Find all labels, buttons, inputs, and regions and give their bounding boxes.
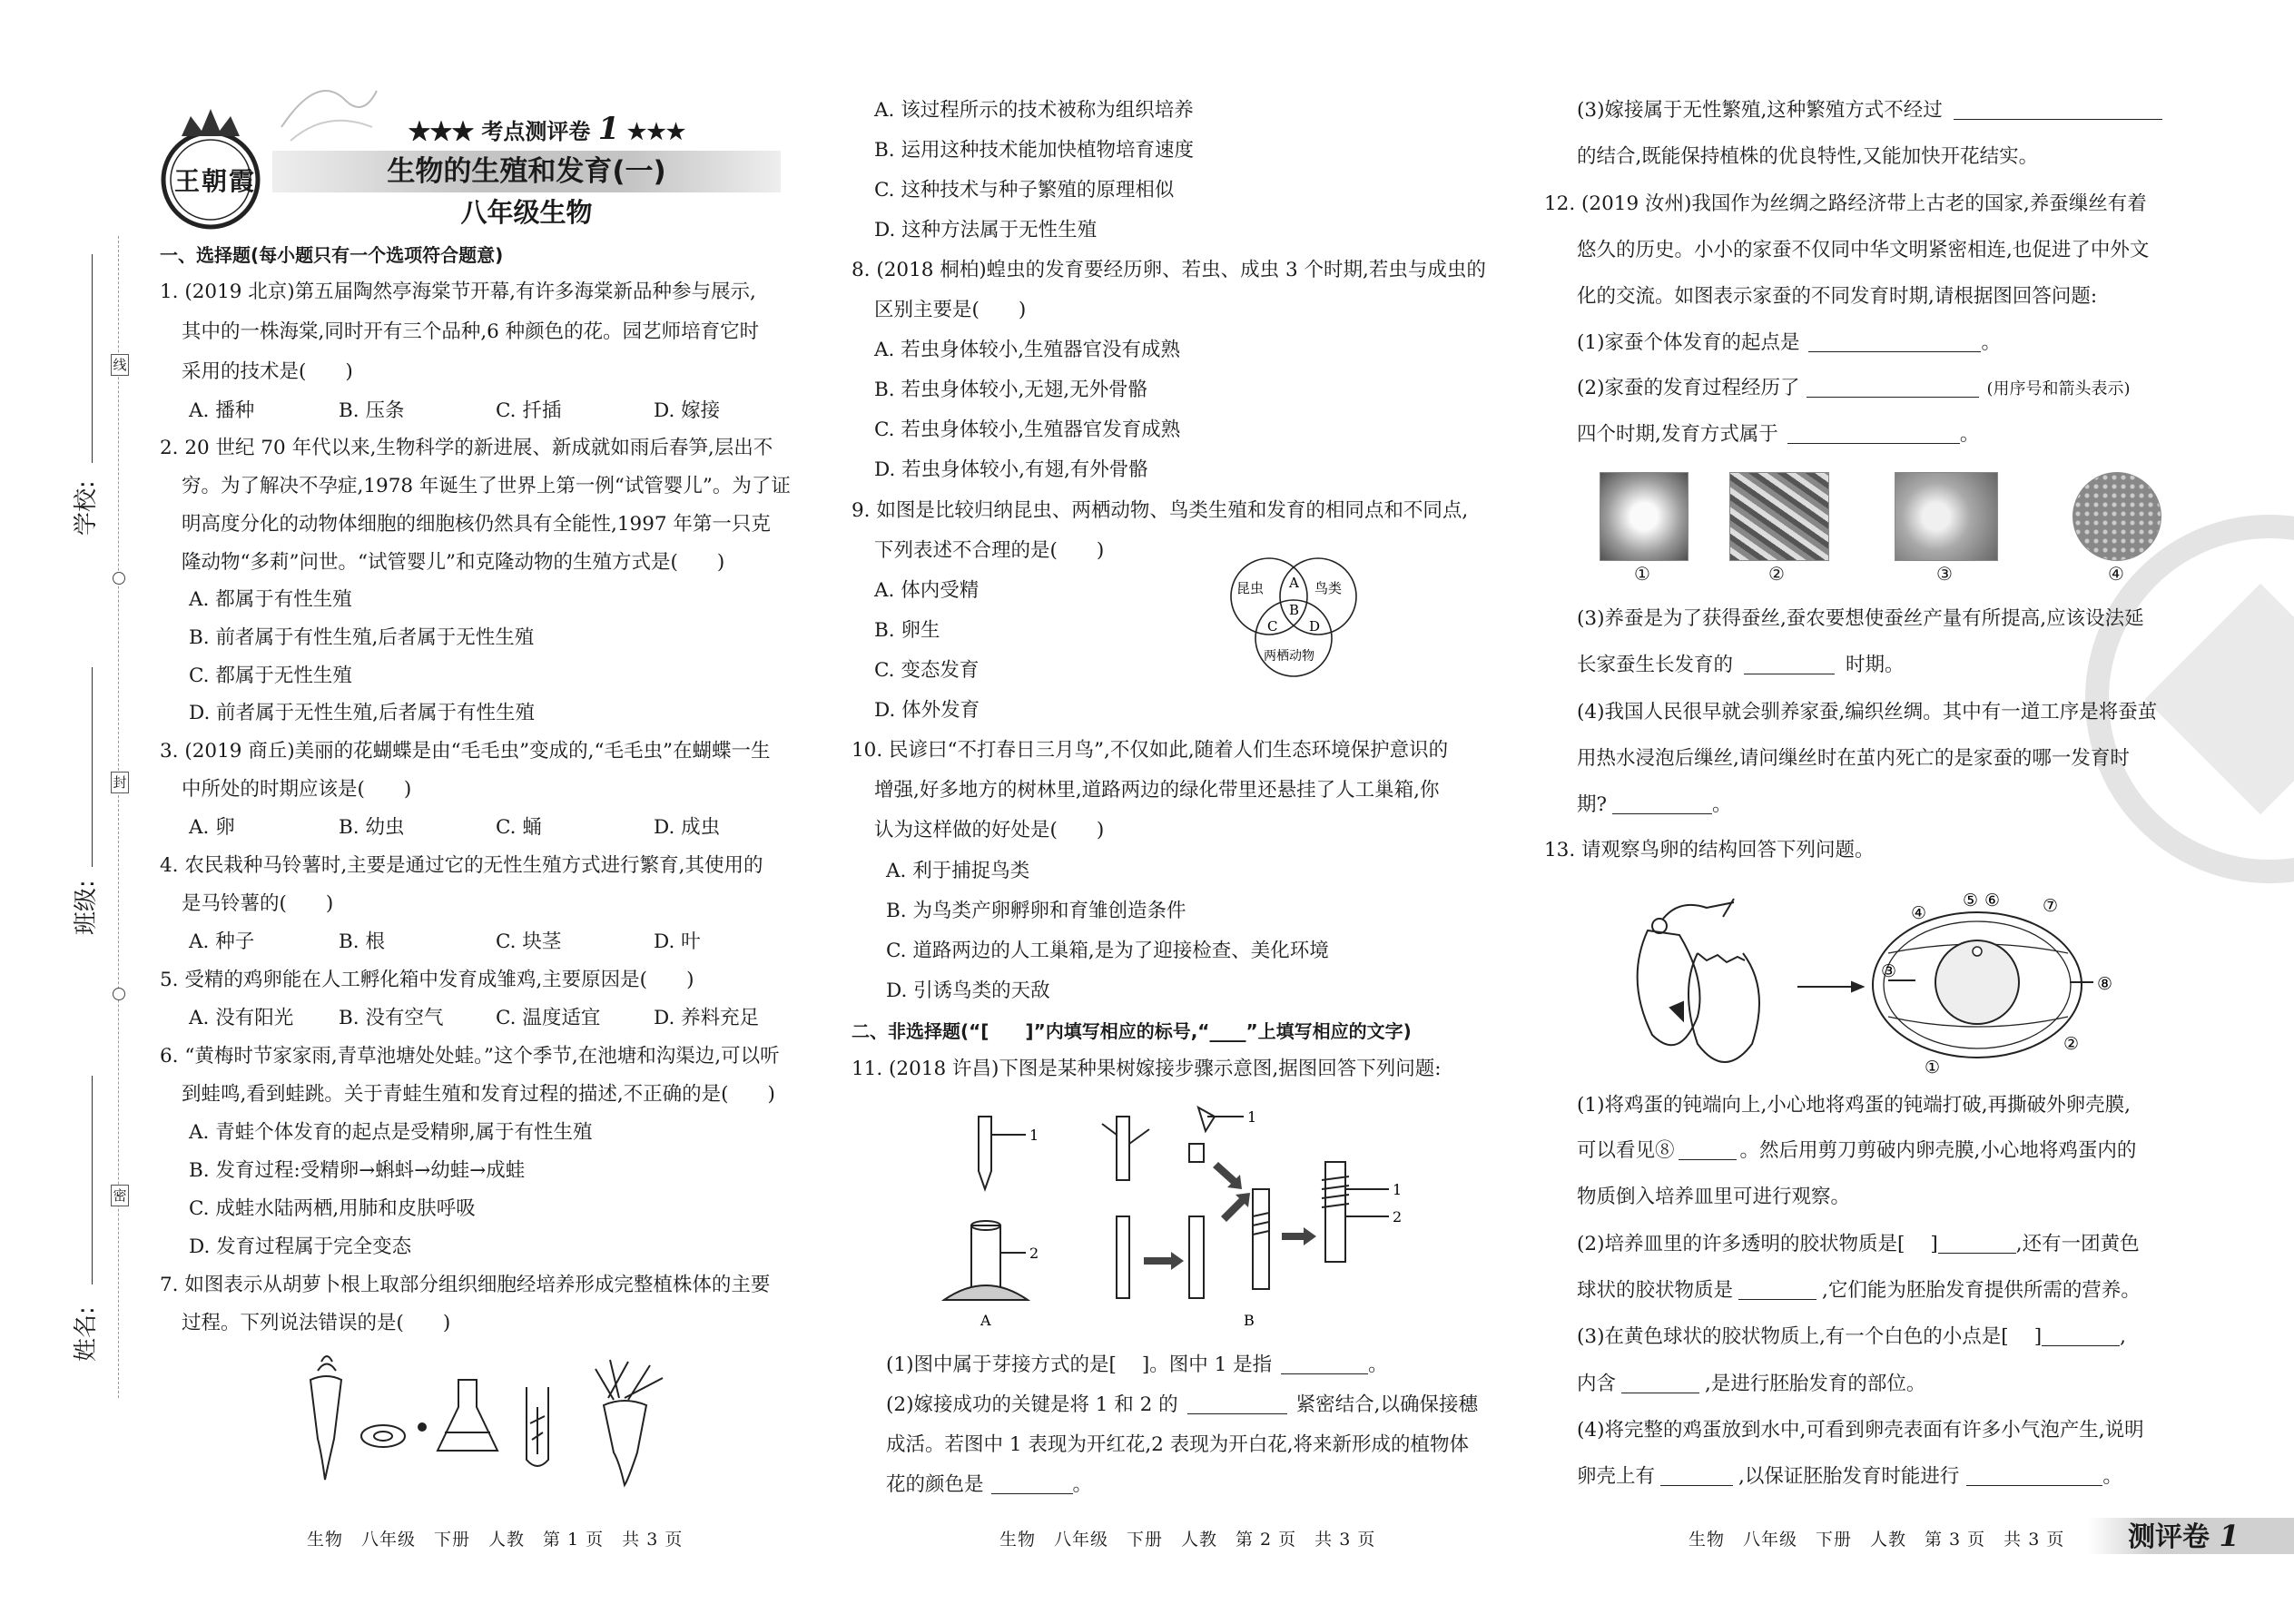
answer-blank[interactable] bbox=[1744, 654, 1835, 674]
answer-blank[interactable] bbox=[1954, 99, 2162, 120]
option[interactable]: B. 幼虫 bbox=[339, 816, 405, 839]
logo-text: 王朝霞 bbox=[174, 166, 257, 196]
egg-label: ④ bbox=[1911, 903, 1927, 923]
question-text: 其中的一株海棠,同时开有三个品种,6 种颜色的花。园艺师培育它时 bbox=[182, 320, 760, 343]
question-text: 的结合,既能保持植株的优良特性,又能加快开花结实。 bbox=[1577, 145, 2039, 168]
option[interactable]: B. 运用这种技术能加快植物培育速度 bbox=[874, 139, 1194, 162]
venn-region-a: A bbox=[1289, 575, 1299, 591]
question-text: 四个时期,发育方式属于 。 bbox=[1577, 423, 1980, 446]
question-text: 用热水浸泡后缫丝,请问缫丝时在茧内死亡的是家蚕的哪一发育时 bbox=[1577, 747, 2130, 770]
answer-blank[interactable] bbox=[1679, 1139, 1737, 1160]
question-text: 悠久的历史。小小的家蚕不仅同中华文明紧密相连,也促进了中外文 bbox=[1577, 239, 2150, 261]
option[interactable]: C. 蛹 bbox=[496, 816, 542, 839]
seal-mark: 线 bbox=[111, 354, 129, 376]
answer-blank[interactable] bbox=[1966, 1465, 2102, 1486]
series-label: ★★★ 考点测评卷 1 ★★★ bbox=[409, 111, 686, 147]
venn-region-b: B bbox=[1289, 602, 1300, 618]
image-caption: ④ bbox=[2108, 563, 2124, 585]
option[interactable]: B. 若虫身体较小,无翅,无外骨骼 bbox=[874, 379, 1148, 401]
answer-blank[interactable] bbox=[1808, 331, 1981, 352]
graft-label-a: A bbox=[980, 1312, 991, 1329]
option[interactable]: D. 引诱鸟类的天敌 bbox=[886, 979, 1050, 1002]
graft-label-1: 1 bbox=[1029, 1127, 1039, 1144]
egg-label: ③ bbox=[1881, 961, 1897, 981]
option[interactable]: D. 叶 bbox=[654, 930, 701, 953]
question-text: (3)嫁接属于无性繁殖,这种繁殖方式不经过 bbox=[1577, 97, 2162, 124]
egg-label: ⑦ bbox=[2043, 896, 2059, 916]
school-label: 学校: bbox=[73, 480, 100, 536]
grafting-figure bbox=[935, 1098, 1443, 1334]
egg-structure-figure bbox=[1616, 881, 2161, 1089]
question-text: 10. 民谚曰“不打春日三月鸟”,不仅如此,随着人们生态环境保护意识的 bbox=[852, 739, 1449, 762]
option[interactable]: D. 前者属于无性生殖,后者属于有性生殖 bbox=[189, 702, 535, 724]
answer-blank[interactable] bbox=[1621, 1373, 1699, 1393]
question-text: 期? 。 bbox=[1577, 793, 1732, 816]
answer-blank[interactable] bbox=[1187, 1393, 1287, 1414]
question-text: (3)养蚕是为了获得蚕丝,蚕农要想使蚕丝产量有所提高,应该设法延 bbox=[1577, 607, 2144, 630]
venn-label-insect: 昆虫 bbox=[1236, 580, 1265, 596]
page-footer: 生物 八年级 下册 人教 第 3 页 共 3 页 bbox=[1689, 1530, 2065, 1550]
binding-line bbox=[118, 236, 119, 1398]
option[interactable]: B. 发育过程:受精卵→蝌蚪→幼蛙→成蛙 bbox=[189, 1159, 526, 1182]
question-text: (2)嫁接成功的关键是将 1 和 2 的 紧密结合,以确保接穗 bbox=[886, 1393, 1478, 1416]
question-text: 7. 如图表示从胡萝卜根上取部分组织细胞经培养形成完整植株体的主要 bbox=[160, 1274, 771, 1296]
question-text: 隆动物“多莉”问世。“试管婴儿”和克隆动物的生殖方式是( ) bbox=[182, 551, 725, 574]
graft-label-b: B bbox=[1244, 1312, 1255, 1329]
question-text: 到蛙鸣,看到蛙跳。关于青蛙生殖和发育过程的描述,不正确的是( ) bbox=[182, 1083, 775, 1106]
binding-hole bbox=[113, 572, 125, 585]
section-heading: 二、非选择题(“[ ]”内填写相应的标号,“____”上填写相应的文字) bbox=[852, 1020, 1412, 1042]
question-text: 5. 受精的鸡卵能在人工孵化箱中发育成雏鸡,主要原因是( ) bbox=[160, 969, 694, 991]
question-text: (1)将鸡蛋的钝端向上,小心地将鸡蛋的钝端打破,再撕破外卵壳膜, bbox=[1577, 1094, 2131, 1117]
question-text: 11. (2018 许昌)下图是某种果树嫁接步骤示意图,据图回答下列问题: bbox=[852, 1058, 1442, 1080]
option[interactable]: C. 道路两边的人工巢箱,是为了迎接检查、美化环境 bbox=[886, 940, 1329, 962]
option[interactable]: A. 卵 bbox=[189, 816, 235, 839]
ribbon-decoration bbox=[272, 73, 381, 154]
option[interactable]: B. 前者属于有性生殖,后者属于无性生殖 bbox=[189, 626, 535, 649]
question-text: 9. 如图是比较归纳昆虫、两栖动物、鸟类生殖和发育的相同点和不同点, bbox=[852, 499, 1469, 522]
question-text: 长家蚕生长发育的 时期。 bbox=[1577, 654, 1905, 676]
class-label: 班级: bbox=[73, 880, 100, 935]
page-footer: 生物 八年级 下册 人教 第 1 页 共 3 页 bbox=[307, 1530, 684, 1550]
image-caption: ① bbox=[1634, 563, 1650, 585]
option[interactable]: C. 若虫身体较小,生殖器官发育成熟 bbox=[874, 418, 1181, 441]
page-subtitle: 八年级生物 bbox=[460, 197, 593, 228]
option[interactable]: D. 这种方法属于无性生殖 bbox=[874, 219, 1098, 241]
class-input-line[interactable] bbox=[92, 667, 93, 867]
venn-region-d: D bbox=[1309, 618, 1321, 635]
question-text: 12. (2019 汝州)我国作为丝绸之路经济带上古老的国家,养蚕缫丝有着 bbox=[1544, 192, 2147, 215]
answer-blank[interactable] bbox=[1660, 1465, 1733, 1486]
page-title: 生物的生殖和发育(一) bbox=[387, 155, 666, 188]
question-text: 内含 ,是进行胚胎发育的部位。 bbox=[1577, 1373, 1926, 1395]
option[interactable]: C. 这种技术与种子繁殖的原理相似 bbox=[874, 179, 1175, 202]
option[interactable]: A. 播种 bbox=[189, 399, 255, 422]
question-text: 球状的胶状物质是 ,它们能为胚胎发育提供所需的营养。 bbox=[1577, 1279, 2141, 1302]
answer-blank[interactable] bbox=[1787, 423, 1960, 444]
option[interactable]: B. 卵生 bbox=[874, 619, 940, 642]
option[interactable]: A. 体内受精 bbox=[874, 579, 980, 602]
question-text: 过程。下列说法错误的是( ) bbox=[182, 1312, 451, 1334]
carrot-culture-figure bbox=[290, 1353, 690, 1489]
option[interactable]: D. 嫁接 bbox=[654, 399, 721, 422]
answer-blank[interactable] bbox=[1281, 1353, 1368, 1374]
option[interactable]: A. 都属于有性生殖 bbox=[189, 588, 352, 611]
option[interactable]: D. 成虫 bbox=[654, 816, 721, 839]
question-text: (2)家蚕的发育过程经历了 (用序号和箭头表示) bbox=[1577, 377, 2131, 399]
answer-blank[interactable] bbox=[1807, 377, 1979, 398]
answer-blank[interactable] bbox=[1738, 1279, 1816, 1300]
seal-mark: 封 bbox=[111, 772, 129, 793]
option[interactable]: C. 扦插 bbox=[496, 399, 562, 422]
question-text: 3. (2019 商丘)美丽的花蝴蝶是由“毛毛虫”变成的,“毛毛虫”在蝴蝶一生 bbox=[160, 740, 771, 763]
venn-diagram bbox=[1216, 549, 1371, 685]
egg-label: ⑤ bbox=[1963, 891, 1979, 910]
graft-label-2: 2 bbox=[1393, 1208, 1403, 1225]
silkworm-cocoon-image bbox=[1600, 472, 1689, 561]
question-text: 可以看见⑧ 。然后用剪刀剪破内卵壳膜,小心地将鸡蛋内的 bbox=[1577, 1139, 2137, 1162]
graft-label-1: 1 bbox=[1393, 1181, 1403, 1198]
question-text: 穷。为了解决不孕症,1978 年诞生了世界上第一例“试管婴儿”。为了证 bbox=[182, 475, 791, 497]
venn-region-c: C bbox=[1267, 618, 1278, 635]
star-icon: ★★★ bbox=[626, 118, 686, 144]
option[interactable]: D. 发育过程属于完全变态 bbox=[189, 1235, 412, 1258]
question-text: (4)将完整的鸡蛋放到水中,可看到卵壳表面有许多小气泡产生,说明 bbox=[1577, 1419, 2144, 1442]
school-input-line[interactable] bbox=[92, 254, 93, 463]
option[interactable]: D. 若虫身体较小,有翅,有外骨骼 bbox=[874, 458, 1148, 481]
question-text: 6. “黄梅时节家家雨,青草池塘处处蛙。”这个季节,在池塘和沟渠边,可以听 bbox=[160, 1045, 780, 1068]
option[interactable]: A. 没有阳光 bbox=[189, 1007, 294, 1029]
venn-label-bird: 鸟类 bbox=[1314, 580, 1343, 596]
question-text: 2. 20 世纪 70 年代以来,生物科学的新进展、新成就如雨后春笋,层出不 bbox=[160, 437, 773, 459]
question-text: 物质倒入培养皿里可进行观察。 bbox=[1577, 1186, 1851, 1208]
option[interactable]: C. 块茎 bbox=[496, 930, 562, 953]
silkworm-larva-image bbox=[1729, 472, 1829, 561]
binding-hole bbox=[113, 988, 125, 1000]
page-footer: 生物 八年级 下册 人教 第 2 页 共 3 页 bbox=[999, 1530, 1376, 1550]
question-text: 采用的技术是( ) bbox=[182, 360, 353, 383]
answer-blank[interactable] bbox=[991, 1473, 1073, 1494]
egg-label: ① bbox=[1925, 1058, 1941, 1078]
image-caption: ③ bbox=[1936, 563, 1953, 585]
question-text: 区别主要是( ) bbox=[874, 299, 1027, 321]
option[interactable]: C. 温度适宜 bbox=[496, 1007, 601, 1029]
option[interactable]: B. 根 bbox=[339, 930, 385, 953]
question-text: 成活。若图中 1 表现为开红花,2 表现为开白花,将来新形成的植物体 bbox=[886, 1433, 1470, 1456]
option[interactable]: B. 压条 bbox=[339, 399, 405, 422]
question-text: 花的颜色是 。 bbox=[886, 1473, 1093, 1496]
option[interactable]: A. 种子 bbox=[189, 930, 255, 953]
star-icon: ★★★ bbox=[409, 118, 474, 144]
option[interactable]: C. 变态发育 bbox=[874, 659, 980, 682]
answer-blank[interactable] bbox=[1938, 1233, 2016, 1254]
question-text: (4)我国人民很早就会驯养家蚕,编织丝绸。其中有一道工序是将蚕茧 bbox=[1577, 701, 2158, 723]
question-text: 增强,好多地方的树林里,道路两边的绿化带里还悬挂了人工巢箱,你 bbox=[874, 779, 1440, 802]
question-text: (1)图中属于芽接方式的是[ ]。图中 1 是指 。 bbox=[886, 1353, 1388, 1376]
silkworm-moth-image bbox=[1895, 472, 1998, 561]
question-text: 8. (2018 桐柏)蝗虫的发育要经历卵、若虫、成虫 3 个时期,若虫与成虫的 bbox=[852, 259, 1486, 281]
question-text: 中所处的时期应该是( ) bbox=[182, 778, 412, 801]
option[interactable]: A. 青蛙个体发育的起点是受精卵,属于有性生殖 bbox=[189, 1121, 593, 1144]
option[interactable]: D. 养料充足 bbox=[654, 1007, 760, 1029]
question-text: 4. 农民栽种马铃薯时,主要是通过它的无性生殖方式进行繁育,其使用的 bbox=[160, 854, 763, 877]
answer-blank[interactable] bbox=[1612, 793, 1712, 814]
question-text: (3)在黄色球状的胶状物质上,有一个白色的小点是[ ] , bbox=[1577, 1325, 2126, 1348]
question-text: (1)家蚕个体发育的起点是 。 bbox=[1577, 331, 2001, 354]
option[interactable]: A. 该过程所示的技术被称为组织培养 bbox=[874, 99, 1194, 122]
image-caption: ② bbox=[1768, 563, 1785, 585]
question-text: 下列表述不合理的是( ) bbox=[874, 539, 1105, 562]
question-text: 化的交流。如图表示家蚕的不同发育时期,请根据图回答问题: bbox=[1577, 285, 2098, 308]
option[interactable]: B. 为鸟类产卵孵卵和育雏创造条件 bbox=[886, 900, 1186, 922]
seal-mark: 密 bbox=[111, 1185, 129, 1206]
question-text: 1. (2019 北京)第五届陶然亭海棠节开幕,有许多海棠新品种参与展示, bbox=[160, 281, 756, 303]
name-input-line[interactable] bbox=[92, 1076, 93, 1284]
silkworm-egg-image bbox=[2072, 472, 2161, 561]
option[interactable]: B. 没有空气 bbox=[339, 1007, 444, 1029]
option[interactable]: D. 体外发育 bbox=[874, 699, 980, 722]
option[interactable]: A. 利于捕捉鸟类 bbox=[886, 860, 1030, 882]
graft-label-1: 1 bbox=[1247, 1108, 1257, 1126]
question-text: 13. 请观察鸟卵的结构回答下列问题。 bbox=[1544, 839, 1875, 861]
question-text: 认为这样做的好处是( ) bbox=[874, 819, 1105, 842]
question-text: (2)培养皿里的许多透明的胶状物质是[ ] ,还有一团黄色 bbox=[1577, 1233, 2140, 1255]
footer-tag: 测评卷 1 bbox=[2128, 1519, 2240, 1553]
option[interactable]: A. 若虫身体较小,生殖器官没有成熟 bbox=[874, 339, 1181, 361]
venn-label-amphibian: 两栖动物 bbox=[1264, 649, 1314, 664]
name-label: 姓名: bbox=[73, 1306, 100, 1362]
option[interactable]: C. 都属于无性生殖 bbox=[189, 664, 352, 687]
question-text: 明高度分化的动物体细胞的细胞核仍然具有全能性,1997 年第一只克 bbox=[182, 513, 771, 536]
section-heading: 一、选择题(每小题只有一个选项符合题意) bbox=[160, 244, 504, 266]
egg-label: ② bbox=[2063, 1034, 2080, 1054]
question-text: 卵壳上有 ,以保证胚胎发育时能进行 。 bbox=[1577, 1465, 2122, 1488]
graft-label-2: 2 bbox=[1029, 1245, 1039, 1262]
question-text: 是马铃薯的( ) bbox=[182, 892, 334, 915]
egg-label: ⑥ bbox=[1984, 891, 2001, 910]
option[interactable]: C. 成蛙水陆两栖,用肺和皮肤呼吸 bbox=[189, 1197, 476, 1220]
answer-blank[interactable] bbox=[2042, 1325, 2120, 1346]
egg-label: ⑧ bbox=[2097, 974, 2113, 994]
